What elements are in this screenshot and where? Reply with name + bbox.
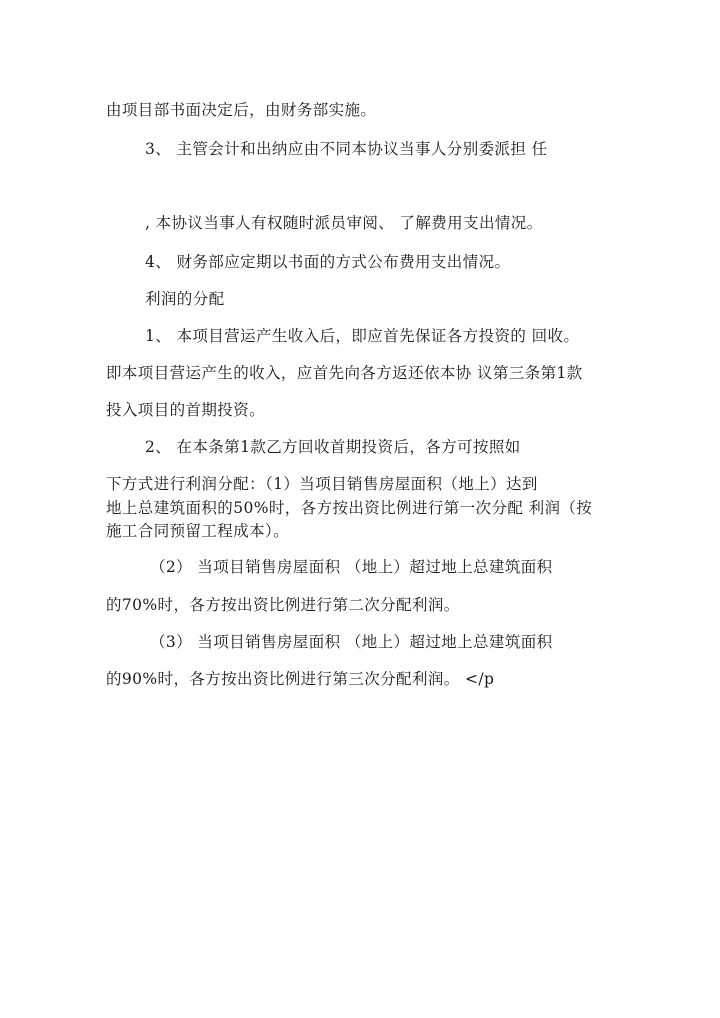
text-line: 2、 在本条第1款乙方回收首期投资后，各方可按照如 [145, 438, 521, 456]
text-line: 地上总建筑面积的50%时，各方按出资比例进行第一次分配 利润（按 [106, 499, 593, 517]
text-line: （2） 当项目销售房屋面积 （地上）超过地上总建筑面积 [150, 558, 553, 576]
text-line: 的70%时，各方按出资比例进行第二次分配利润。 [106, 596, 460, 614]
text-line: 投入项目的首期投资。 [106, 401, 266, 419]
text-line: （3） 当项目销售房屋面积 （地上）超过地上总建筑面积 [150, 633, 553, 651]
text-line: 的90%时，各方按出资比例进行第三次分配利润。 </p [106, 670, 495, 688]
text-line: 施工合同预留工程成本）。 [106, 522, 290, 540]
text-line: 3、 主管会计和出纳应由不同本协议当事人分别委派担 任 [145, 140, 548, 158]
text-line: 下方式进行利润分配：（1）当项目销售房屋面积（地上）达到 [106, 475, 538, 493]
text-line: 4、 财务部应定期以书面的方式公布费用支出情况。 [145, 253, 511, 271]
text-line: 1、 本项目营运产生收入后，即应首先保证各方投资的 回收。 [145, 327, 580, 345]
text-line: 由项目部书面决定后，由财务部实施。 [106, 101, 377, 119]
text-line: , 本协议当事人有权随时派员审阅、 了解费用支出情况。 [145, 214, 543, 232]
section-heading: 利润的分配 [145, 290, 225, 308]
text-line: 即本项目营运产生的收入，应首先向各方返还依本协 议第三条第1款 [106, 364, 583, 382]
